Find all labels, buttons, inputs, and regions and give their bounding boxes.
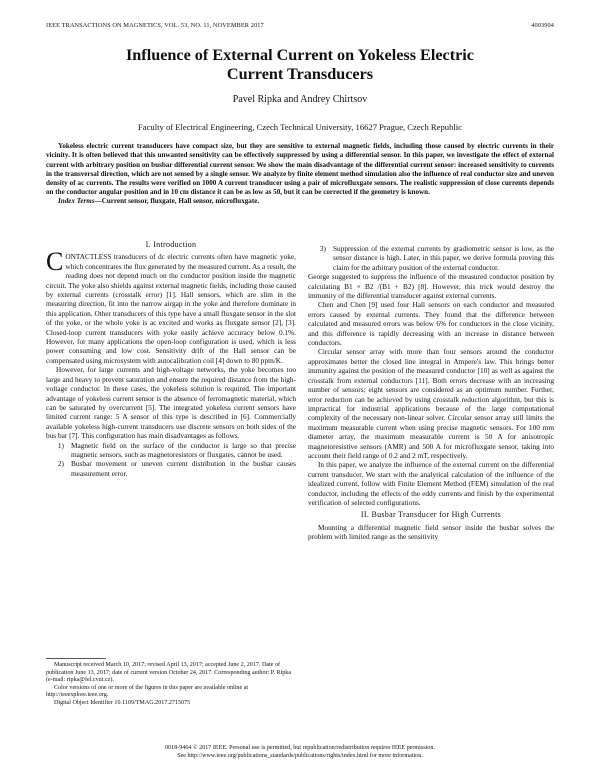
- footnotes: Manuscript received March 10, 2017; revised April 13, 2017; accepted June 2, 2017. Date of publication June 13, 2017; date of current version October 24, 2017. Corresponding author: P. Ripka (e-mail: ripka@fel.cvut.cz). Color versions of one or more of the figures in this paper are available online at http://ieeexplore.ieee.org. Digital Object Identifier 10.1109/TMAG.2017.2715075: [46, 662, 292, 706]
- abstract: Yokeless electric current transducers have compact size, but they are sensitive to external magnetic fields, including those caused by electric currents in their vicinity. It is often believed that this unwanted sensitivity can be effectively suppressed by using a differential sensor. In this paper, we investigate the effect of external current with arbitrary position on busbar differential current sensor. We show the main disadvantage of the differential current sensor: increased sensitivity to currents in the transversal direction, which are not sensed by a single sensor. We analyze by finite element method simulation also the influence of real conductor size and uneven density of ac currents. The results were verified on 1000 A current transducer using a pair of microfluxgate sensors. The realistic suppression of close currents depends on the conductor angular position and in 10 cm distance it can be as low as 50, but it can be corrected if the geometry is known.: [46, 142, 554, 197]
- list-item: 1) Magnetic field on the surface of the conductor is large so that precise magnetic sensors, such as magnetoresistors or fluxgates, cannot be used.: [57, 440, 296, 459]
- paper-title: Influence of External Current on Yokeless Electric Current Transducers: [126, 46, 474, 83]
- affiliation: Faculty of Electrical Engineering, Czech Technical University, 16627 Prague, Czech Republic: [138, 122, 462, 132]
- authors: Pavel Ripka and Andrey Chirtsov: [232, 94, 368, 105]
- paragraph: George suggested to suppress the influence of the measured conductor position by calculating B1 × B2 /(B1 + B2) [8]. However, this trick would destroy the immunity of the differential transducer against external currents.: [308, 272, 554, 301]
- article-number: 4003904: [531, 22, 554, 29]
- index-terms: Index Terms—Current sensor, fluxgate, Hall sensor, microfluxgate.: [58, 197, 260, 205]
- drop-cap: C: [46, 247, 64, 277]
- paragraph: Chen and Chen [9] used four Hall sensors on each conductor and measured errors caused by external currents. They found that the difference between calculated and measured errors was below 6% for conductors in the close vicinity, and this difference is rapidly decreasing with an increase in distance between conductors.: [308, 300, 554, 348]
- section-heading-introduction: I. Introduction: [145, 240, 197, 249]
- running-header: [46, 22, 554, 29]
- list-item: 3) Suppression of the external currents by gradiometric sensor is low, as the sensor distance is high. Later, in this paper, we derive formula proving this claim for the arbitrary position of the external conductor.: [319, 244, 554, 272]
- paragraph: Circular sensor array with more than four sensors around the conductor approximates better the closed line integral in Ampere's law. This brings better immunity against the position of the measured conductor [10] as well as against the crosstalk from external conductors [11]. Both errors decrease with an increasing number of sensors; eight sensors are considered as an optimum number. Further, error reduction can be achieved by using crosstalk reduction algorithm, but this is impractical for industrial applications because of the large computational complexity of the necessary non-linear solver. Circular sensor array still limits the maximum measurable current when using precise magnetic sensors. For 100 mm diameter array, the maximum measurable current is 50 A for anisotropic magnetoresistive sensors (AMR) and 500 A for microfluxgate sensor, taking into account their field range of 0.2 and 2 mT, respectively.: [308, 347, 554, 460]
- section-heading-busbar: II. Busbar Transducer for High Currents: [360, 510, 502, 520]
- paragraph: However, for large currents and high-voltage networks, the yoke becomes too large and heavy to prevent saturation and ensure the required distance from the high-voltage conductor. In these cases, the yokeless solution is required. The important advantage of yokeless current sensor is the absence of ferromagnetic material, which can be saturated by overcurrent [5]. The integrated yokeless current sensors have limited current range: 5 A sensor of this type is described in [6]. Commercially available yokeless high-current transducers use discrete sensors on both sides of the bus bar [7]. This configuration has main disadvantages as follows.: [46, 365, 296, 441]
- paragraph: CONTACTLESS transducers of dc electric currents often have magnetic yoke, which concentrates the flux generated by the measured current. As a result, the reading does not depend much on the conductor position inside the magnetic circuit. The yoke also shields against external magnetic fields, including those caused by external currents (crosstalk error) [1]. Hall sensors, which are slim in the measuring direction, fit into the narrow airgap in the yoke and therefore dominate in this application. Other transducers of this type have a small fluxgate sensor in the slot of the yoke, or the whole yoke is ac excited and works as fluxgate sensor [2], [3]. Closed-loop current transducers with yoke easily achieve accuracy below 0.1%. However, for many applications the open-loop configuration is used, which is less power consuming and low cost. Sensitivity drift of the Hall sensor can be compensated using microsystem with autocalibration coil [4] down to 80 ppm/K.: [46, 247, 296, 365]
- copyright-footer: 0018-9464 © 2017 IEEE. Personal use is permitted, but republication/redistribution requires IEEE permission. See http://www.ieee.org/publications_standards/publications/rights/index.html for more information.: [165, 745, 435, 759]
- footnote-rule: [46, 658, 106, 659]
- right-column: [308, 244, 554, 542]
- list-item: 2) Busbar movement or uneven current distribution in the busbar causes measurement error.: [57, 459, 296, 478]
- left-column: [46, 240, 296, 478]
- paragraph: Mounting a differential magnetic field sensor inside the busbar solves the problem with limited range as the sensitivity: [308, 522, 554, 542]
- paragraph: In this paper, we analyze the influence of the external current on the differential current transducer. We start with the analytical calculation of the influence of the idealized current, follow with Finite Element Method (FEM) simulation of the real conductor, including the effects of the eddy currents and finish by the experimental verification of selected configurations.: [308, 460, 554, 507]
- journal-info: IEEE TRANSACTIONS ON MAGNETICS, VOL. 53, NO. 11, NOVEMBER 2017: [46, 22, 264, 29]
